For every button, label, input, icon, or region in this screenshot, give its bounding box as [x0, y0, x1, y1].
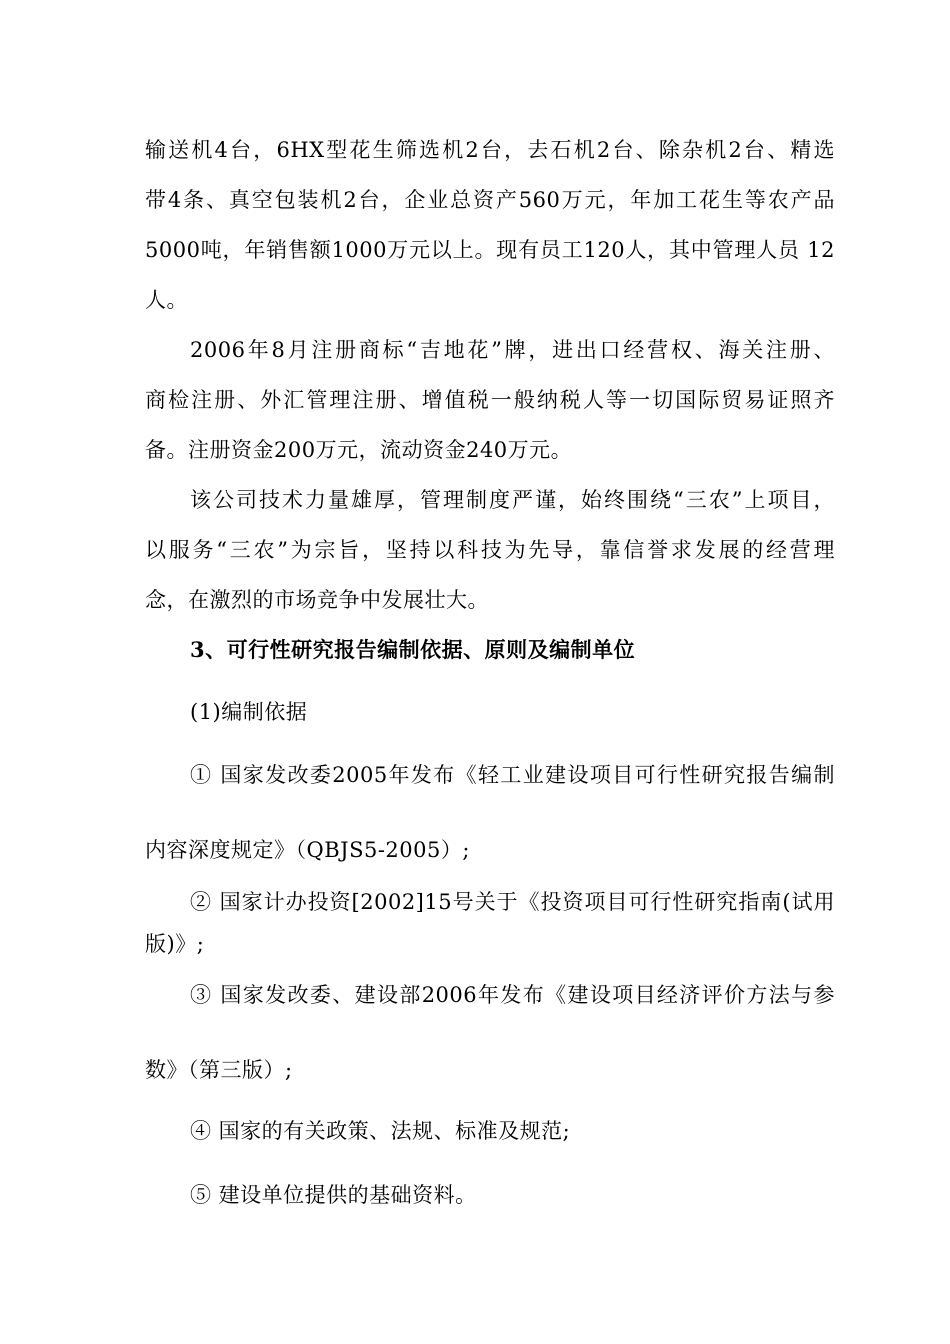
paragraph-1-line-4: 人。	[145, 288, 188, 312]
item-5: ⑤ 建设单位提供的基础资料。	[190, 1183, 477, 1207]
paragraph-3-line-3: 念，在激烈的市场竞争中发展壮大。	[145, 588, 489, 612]
paragraph-2-line-1: 2006年8月注册商标“吉地花”牌，进出口经营权、海关注册、	[190, 338, 835, 362]
paragraph-3-line-1: 该公司技术力量雄厚，管理制度严谨，始终围绕“三农”上项目，	[190, 488, 835, 512]
paragraph-3-line-2: 以服务“三农”为宗旨，坚持以科技为先导，靠信誉求发展的经营理	[145, 538, 835, 562]
item-3-line-1: ③ 国家发改委、建设部2006年发布《建设项目经济评价方法与参	[190, 983, 835, 1007]
item-2-line-1: ② 国家计办投资[2002]15号关于《投资项目可行性研究指南(试用	[190, 890, 835, 914]
paragraph-1-line-2: 带4条、真空包装机2台，企业总资产560万元，年加工花生等农产品	[145, 188, 835, 212]
item-3-line-2: 数》（第三版）;	[145, 1058, 293, 1082]
item-4: ④ 国家的有关政策、法规、标准及规范;	[190, 1119, 571, 1143]
paragraph-1-line-1: 输送机4台，6HX型花生筛选机2台，去石机2台、除杂机2台、精选	[145, 138, 835, 162]
item-1-line-1: ① 国家发改委2005年发布《轻工业建设项目可行性研究报告编制	[190, 763, 835, 787]
subheading: (1)编制依据	[190, 700, 308, 724]
item-1-line-2: 内容深度规定》（QBJS5-2005）;	[145, 838, 470, 862]
paragraph-1-line-3: 5000吨，年销售额1000万元以上。现有员工120人，其中管理人员 12	[145, 238, 835, 262]
paragraph-2-line-3: 备。注册资金200万元，流动资金240万元。	[145, 438, 573, 462]
section-heading: 3、可行性研究报告编制依据、原则及编制单位	[190, 637, 636, 662]
item-2-line-2: 版)》;	[145, 932, 205, 956]
paragraph-2-line-2: 商检注册、外汇管理注册、增值税一般纳税人等一切国际贸易证照齐	[145, 388, 835, 412]
